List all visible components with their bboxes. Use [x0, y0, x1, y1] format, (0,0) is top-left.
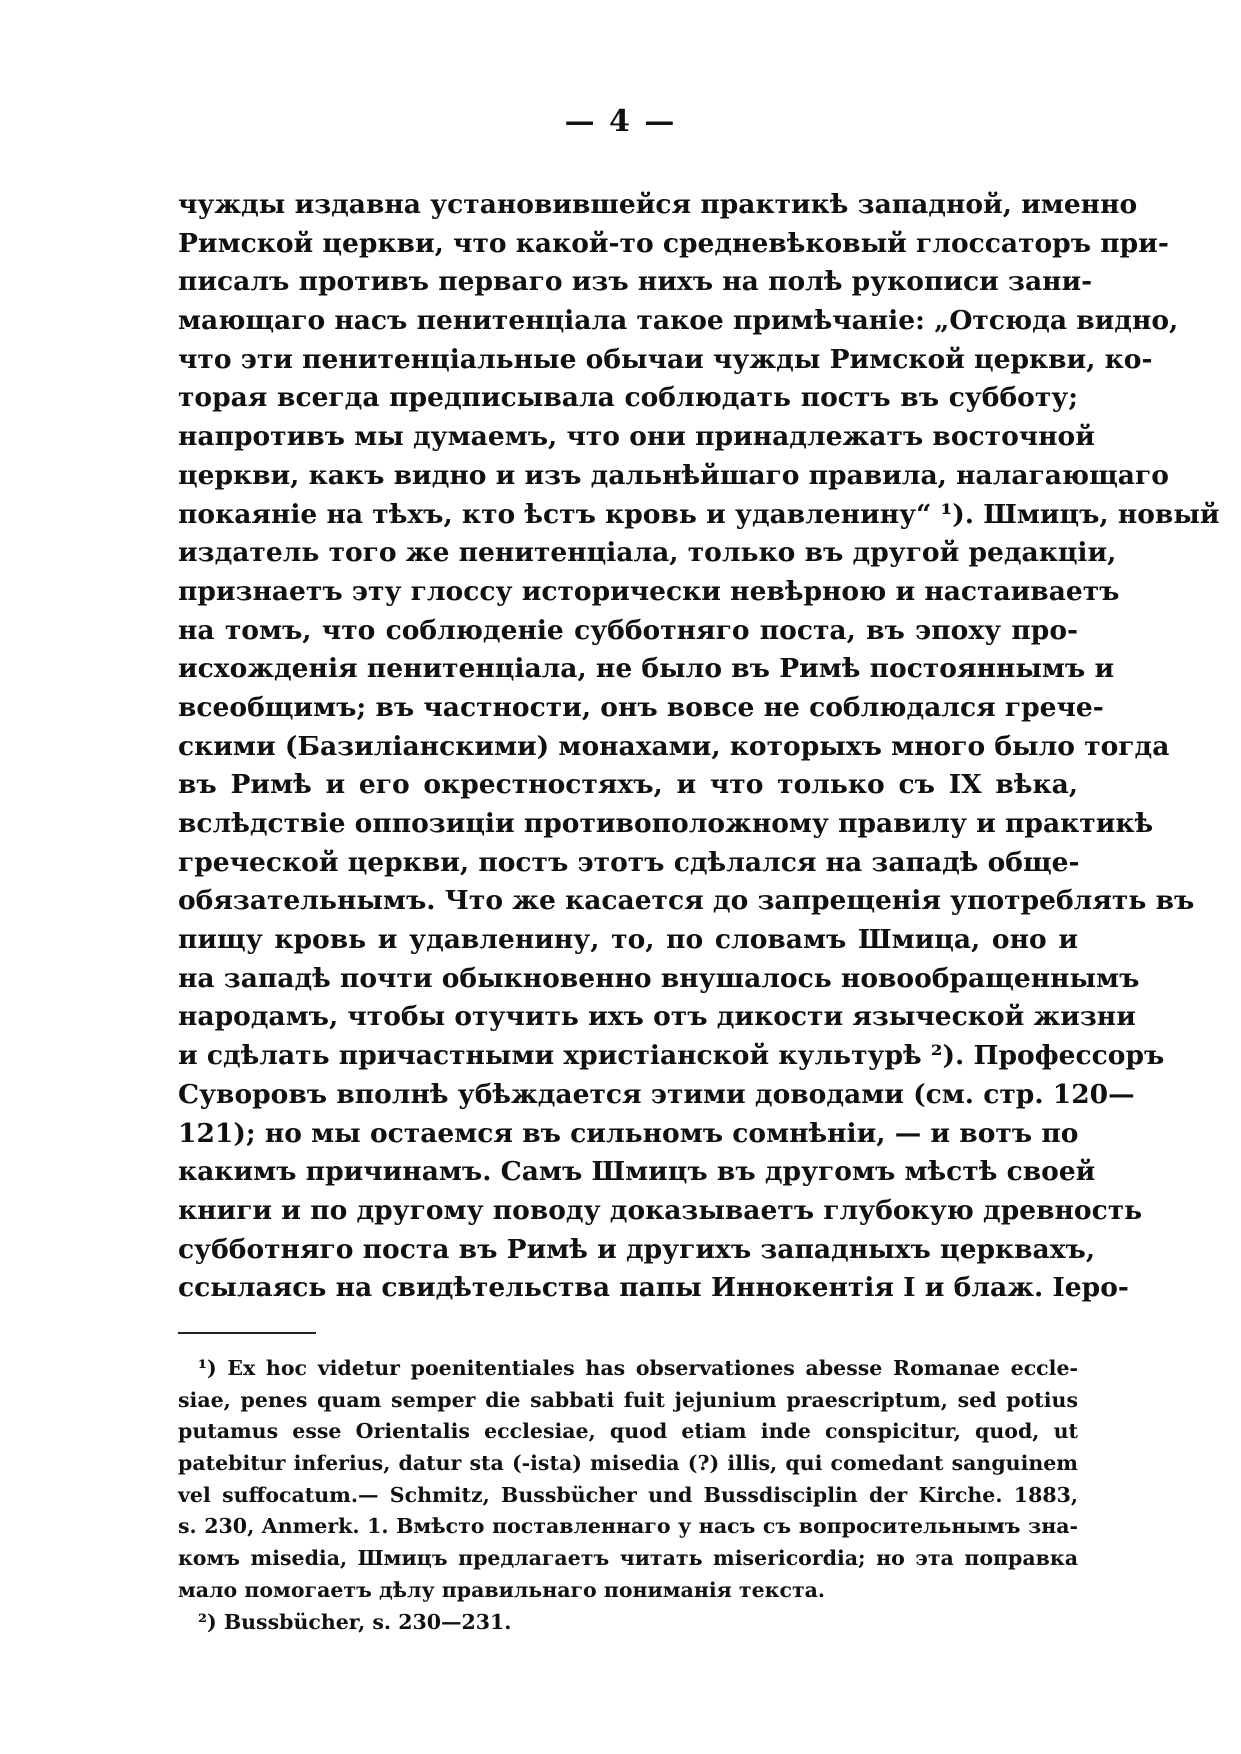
body-line: издатель того же пенитенціала, только въ другой редакціи, — [178, 537, 1117, 569]
page-number: — 4 — — [564, 104, 677, 139]
body-line: напротивъ мы думаемъ, что они принадлежатъ восточной — [178, 421, 1095, 453]
body-line: греческой церкви, постъ этотъ сдѣлался на западѣ обще- — [178, 846, 1080, 878]
body-line: книги и по другому поводу доказываетъ глубокую древность — [178, 1194, 1143, 1226]
body-line: что эти пенитенціальные обычаи чужды Римской церкви, ко- — [178, 343, 1153, 375]
body-line: на западѣ почти обыкновенно внушалось новообращеннымъ — [178, 962, 1140, 994]
body-line: и сдѣлать причастными христіанской культурѣ ²). Профессоръ — [178, 1040, 1165, 1072]
body-line: какимъ причинамъ. Самъ Шмицъ въ другомъ мѣстѣ своей — [178, 1156, 1096, 1188]
body-line: Суворовъ вполнѣ убѣждается этими доводами (см. стр. 120— — [178, 1078, 1135, 1110]
body-line: на томъ, что соблюденіе субботняго поста, въ эпоху про- — [178, 614, 1078, 646]
body-line: покаяніе на тѣхъ, кто ѣстъ кровь и удавленину“ ¹). Шмицъ, новый — [178, 498, 1220, 530]
footnote-1-line: putamus esse Orientalis ecclesiae, quod etiam inde conspicitur, quod, ut — [178, 1419, 1078, 1444]
body-line: всеобщимъ; въ частности, онъ вовсе не соблюдался грече- — [178, 691, 1104, 723]
footnote-1-line: ¹) Ex hoc videtur poenitentiales has observationes abesse Romanae eccle- — [198, 1356, 1078, 1380]
body-line: обязательнымъ. Что же касается до запрещенія употреблять въ — [178, 885, 1195, 917]
footnote-1-line: s. 230, Anmerk. 1. Вмѣсто поставленнаго у насъ съ вопросительнымъ зна- — [178, 1514, 1078, 1539]
body-line: чужды издавна установившейся практикѣ западной, именно — [178, 189, 1138, 220]
body-line: исхожденія пенитенціала, не было въ Римѣ постояннымъ и — [178, 653, 1115, 685]
footnotes — [178, 1353, 1078, 1638]
body-text — [178, 186, 1220, 1308]
footnote-2: ²) Bussbücher, s. 230—231. — [198, 1609, 512, 1634]
body-line: церкви, какъ видно и изъ дальнѣйшаго правила, налагающаго — [178, 459, 1169, 491]
body-line: въ Римѣ и его окрестностяхъ, и что только съ IX вѣка, — [178, 769, 1078, 801]
body-line: мающаго насъ пенитенціала такое примѣчаніе: „Отсюда видно, — [178, 305, 1179, 337]
body-line: Римской церкви, что какой-то средневѣковый глоссаторъ при- — [178, 227, 1169, 259]
body-line: субботняго поста въ Римѣ и другихъ западныхъ церквахъ, — [178, 1233, 1096, 1265]
body-line: вслѣдствіе оппозиціи противоположному правилу и практикѣ — [178, 808, 1154, 839]
body-line: 121); но мы остаемся въ сильномъ сомнѣніи, — и вотъ по — [178, 1117, 1079, 1149]
footnote-1-line: комъ misedia, Шмицъ предлагаетъ читать misericordia; но эта поправка — [178, 1546, 1078, 1571]
body-line: скими (Базиліанскими) монахами, которыхъ много было тогда — [178, 730, 1170, 762]
body-line: торая всегда предписывала соблюдать постъ въ субботу; — [178, 382, 1078, 414]
footnote-1-line: patebitur inferius, datur sta (-ista) misedia (?) illis, qui comedant sanguinem — [178, 1451, 1078, 1476]
footnote-1-line: siae, penes quam semper die sabbati fuit jejunium praescriptum, sed potius — [178, 1387, 1078, 1412]
footnote-1-line: мало помогаетъ дѣлу правильнаго пониманія текста. — [178, 1577, 826, 1602]
body-line: народамъ, чтобы отучить ихъ отъ дикости языческой жизни — [178, 1001, 1136, 1033]
body-line: пищу кровь и удавленину, то, по словамъ Шмица, оно и — [178, 924, 1078, 956]
footnote-1-line: vel suffocatum.— Schmitz, Bussbücher und Bussdisciplin der Kirche. 1883, — [178, 1482, 1078, 1507]
body-line: признаетъ эту глоссу исторически невѣрною и настаиваетъ — [178, 575, 1120, 607]
body-line: ссылаясь на свидѣтельства папы Иннокентія I и блаж. Іеро- — [178, 1272, 1129, 1304]
footnote-divider — [178, 1332, 316, 1334]
body-line: писалъ противъ перваго изъ нихъ на полѣ рукописи зани- — [178, 266, 1093, 298]
